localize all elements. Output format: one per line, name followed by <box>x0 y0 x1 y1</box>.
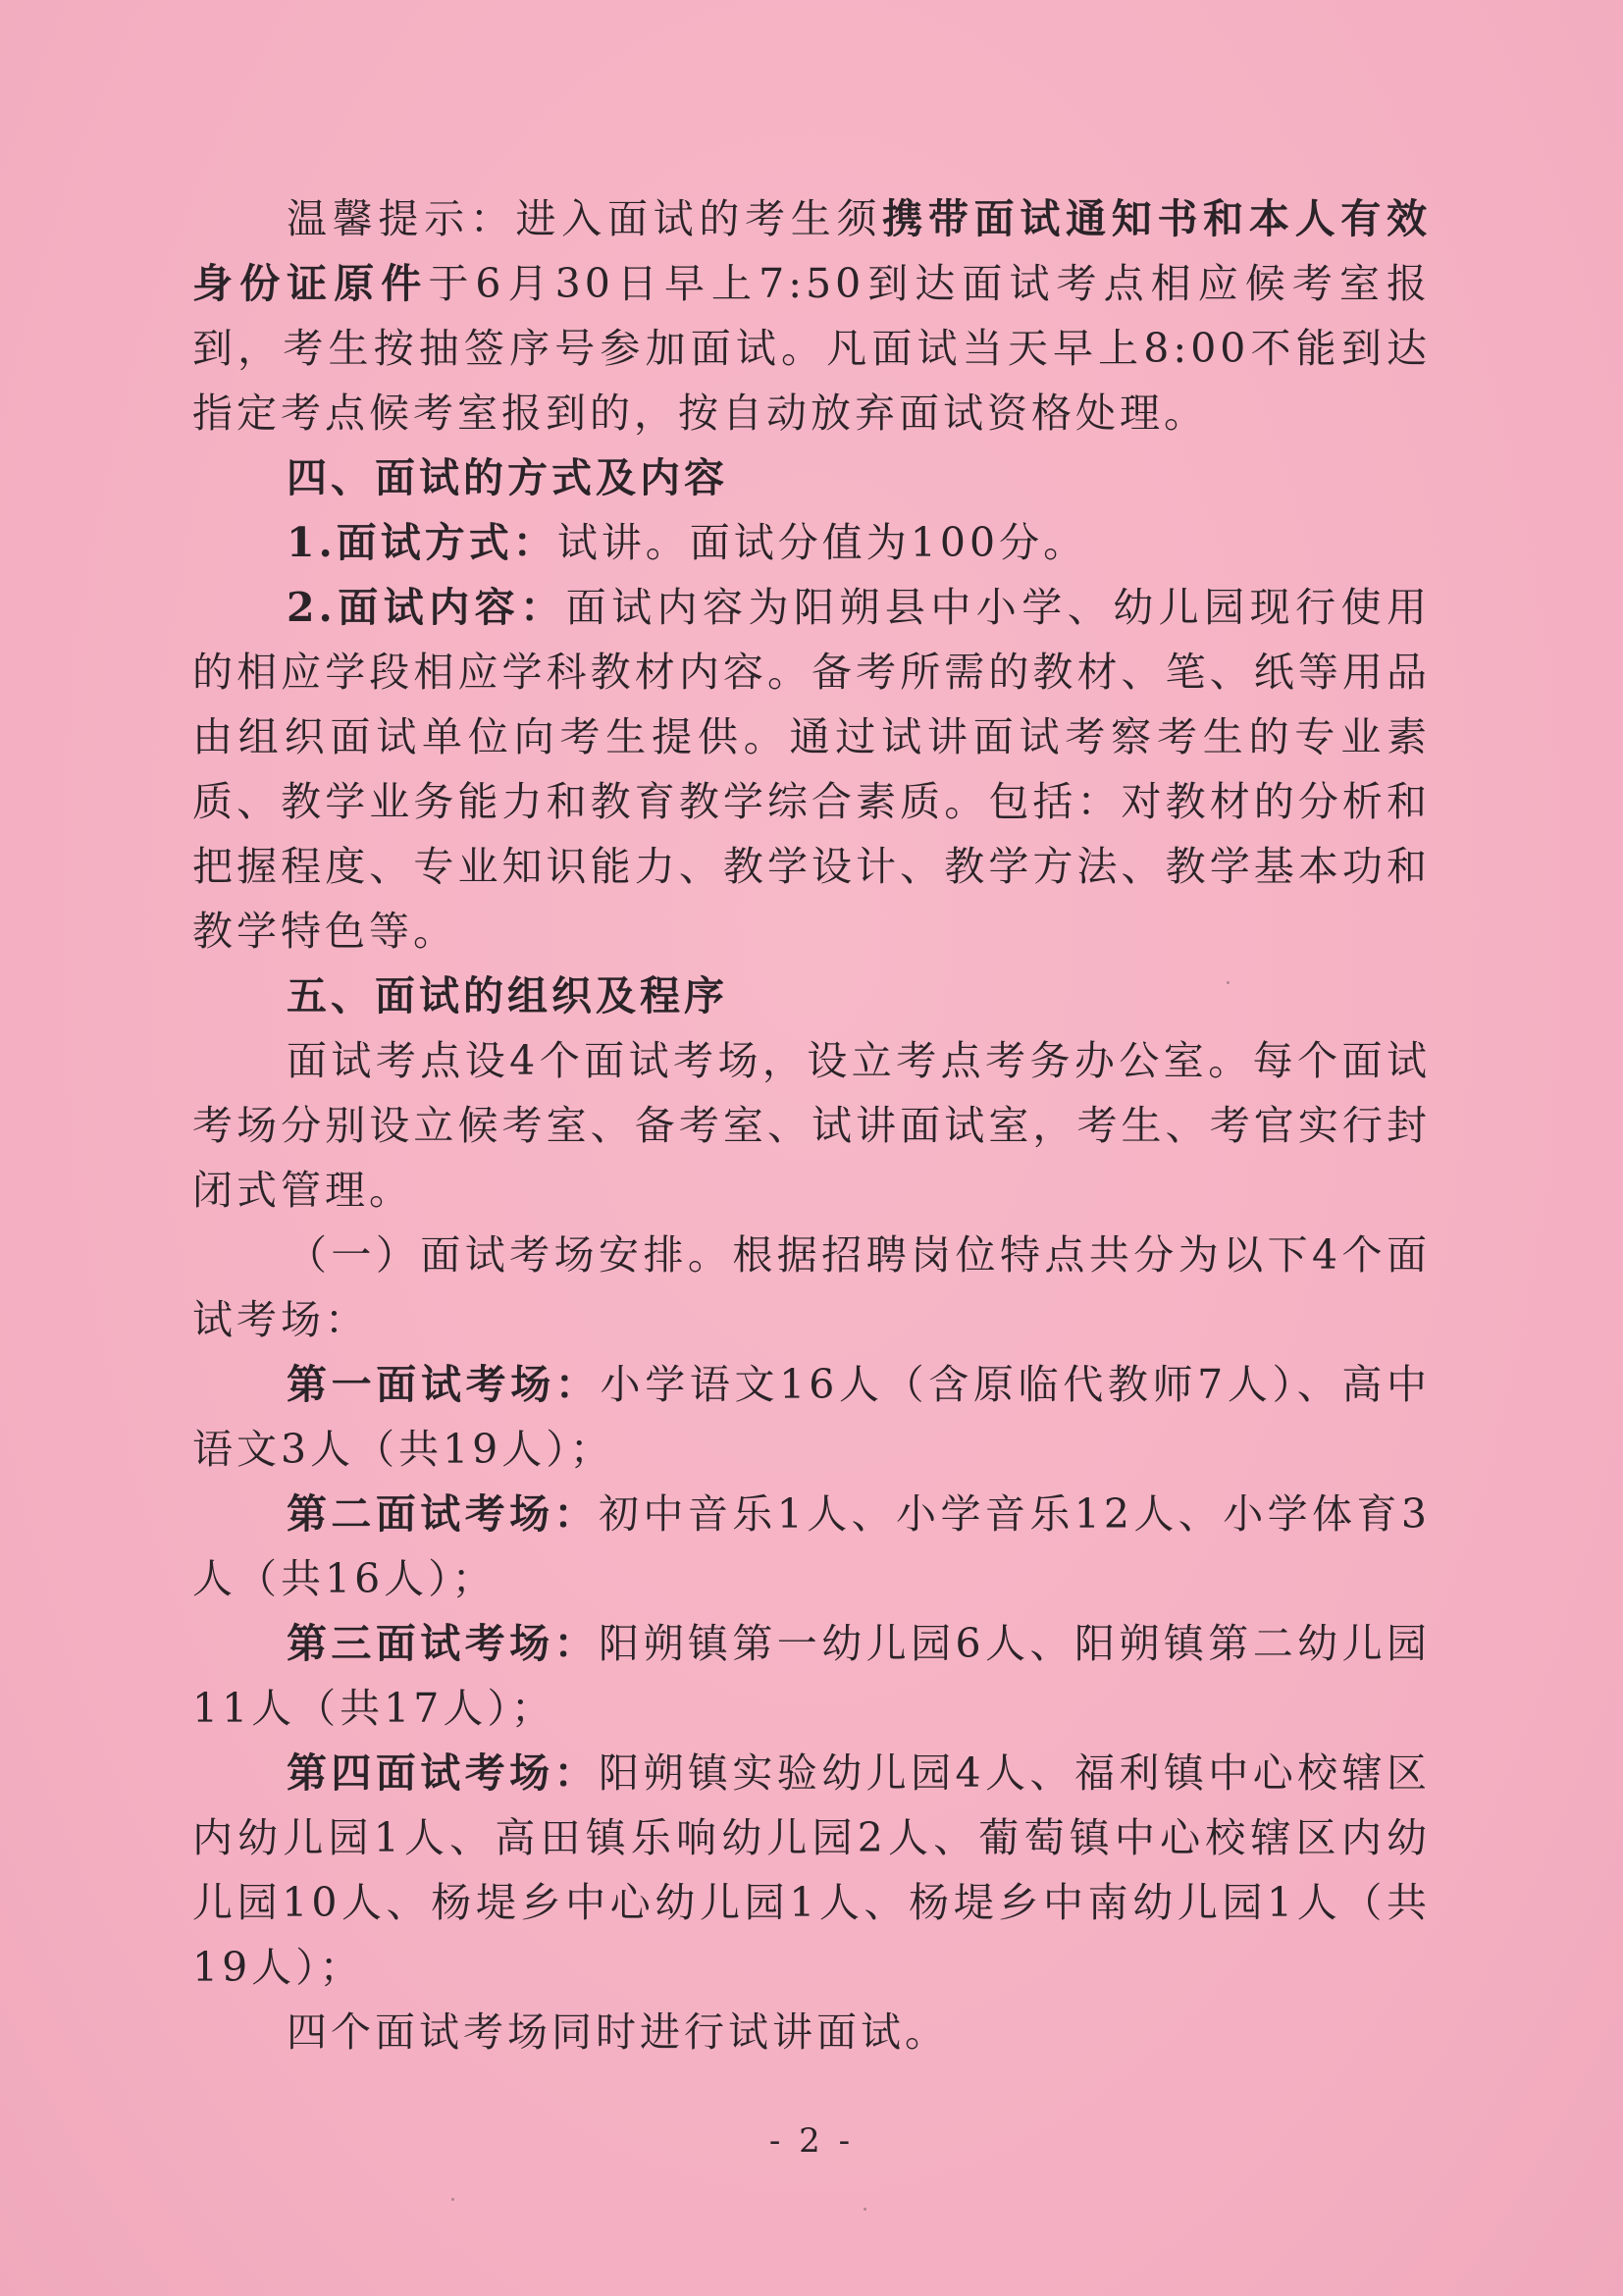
content-text: 面试内容为阳朔县中小学、幼儿园现行使用的相应学段相应学科教材内容。备考所需的教材、笔、纸等用品由组织面试单位向考生提供。通过试讲面试考察考生的专业素质、教学业务能力和教育教学综合素质。包括：对教材的分析和把握程度、专业知识能力、教学设计、教学方法、教学基本功和教学特色等。 <box>192 584 1431 955</box>
room2-paragraph <box>192 1482 1431 1611</box>
content-label: 2.面试内容： <box>287 584 566 631</box>
tip-paragraph <box>192 186 1431 445</box>
room3-text: 阳朔镇第一幼儿园6人、阳朔镇第二幼儿园11人（共17人）； <box>192 1620 1431 1732</box>
section5-title-text: 五、面试的组织及程序 <box>287 972 728 1019</box>
org-paragraph: 面试考点设4个面试考场，设立考点考务办公室。每个面试考场分别设立候考室、备考室、试讲面试室，考生、考官实行封闭式管理。 <box>192 1037 1431 1214</box>
section5-title <box>192 964 1431 1028</box>
room2-label: 第二面试考场： <box>287 1490 599 1538</box>
room4-text: 阳朔镇实验幼儿园4人、福利镇中心校辖区内幼儿园1人、高田镇乐响幼儿园2人、葡萄镇中心校辖区内幼儿园10人、杨堤乡中心幼儿园1人、杨堤乡中南幼儿园1人（共19人）； <box>192 1749 1431 1991</box>
tip-prefix: 温馨提示：进入面试的考生须 <box>287 195 883 242</box>
scan-speck <box>864 2208 866 2211</box>
room1-paragraph <box>192 1352 1431 1482</box>
content-paragraph <box>192 575 1431 964</box>
scan-speck <box>1227 981 1230 984</box>
room3-paragraph <box>192 1611 1431 1741</box>
document-body <box>192 186 1431 2064</box>
room4-paragraph <box>192 1741 1431 2000</box>
method-text: 试讲。面试分值为100分。 <box>556 519 1088 566</box>
room2-text: 初中音乐1人、小学音乐12人、小学体育3人（共16人）； <box>192 1490 1431 1602</box>
method-label: 1.面试方式： <box>287 519 557 566</box>
tip-bold: 携带面试通知书和本人有效身份证原件 <box>192 195 1432 307</box>
room1-label: 第一面试考场： <box>287 1361 601 1408</box>
method-paragraph <box>192 510 1431 575</box>
section4-title <box>192 445 1431 510</box>
room4-label: 第四面试考场： <box>287 1749 600 1797</box>
room1-text: 小学语文16人（含原临代教师7人）、高中语文3人（共19人）； <box>192 1361 1431 1473</box>
room3-label: 第三面试考场： <box>287 1620 600 1667</box>
tip-rest: 于6月30日早上7:50到达面试考点相应候考室报到，考生按抽签序号参加面试。凡面试当天早上8:00不能到达指定考点候考室报到的，按自动放弃面试资格处理。 <box>192 260 1432 437</box>
scan-speck <box>451 2198 454 2201</box>
section4-title-text: 四、面试的方式及内容 <box>287 454 728 501</box>
arrange-paragraph: （一）面试考场安排。根据招聘岗位特点共分为以下4个面试考场： <box>192 1231 1431 1343</box>
closing-paragraph: 四个面试考场同时进行试讲面试。 <box>287 2009 949 2056</box>
page-number: - 2 - <box>768 2121 855 2161</box>
